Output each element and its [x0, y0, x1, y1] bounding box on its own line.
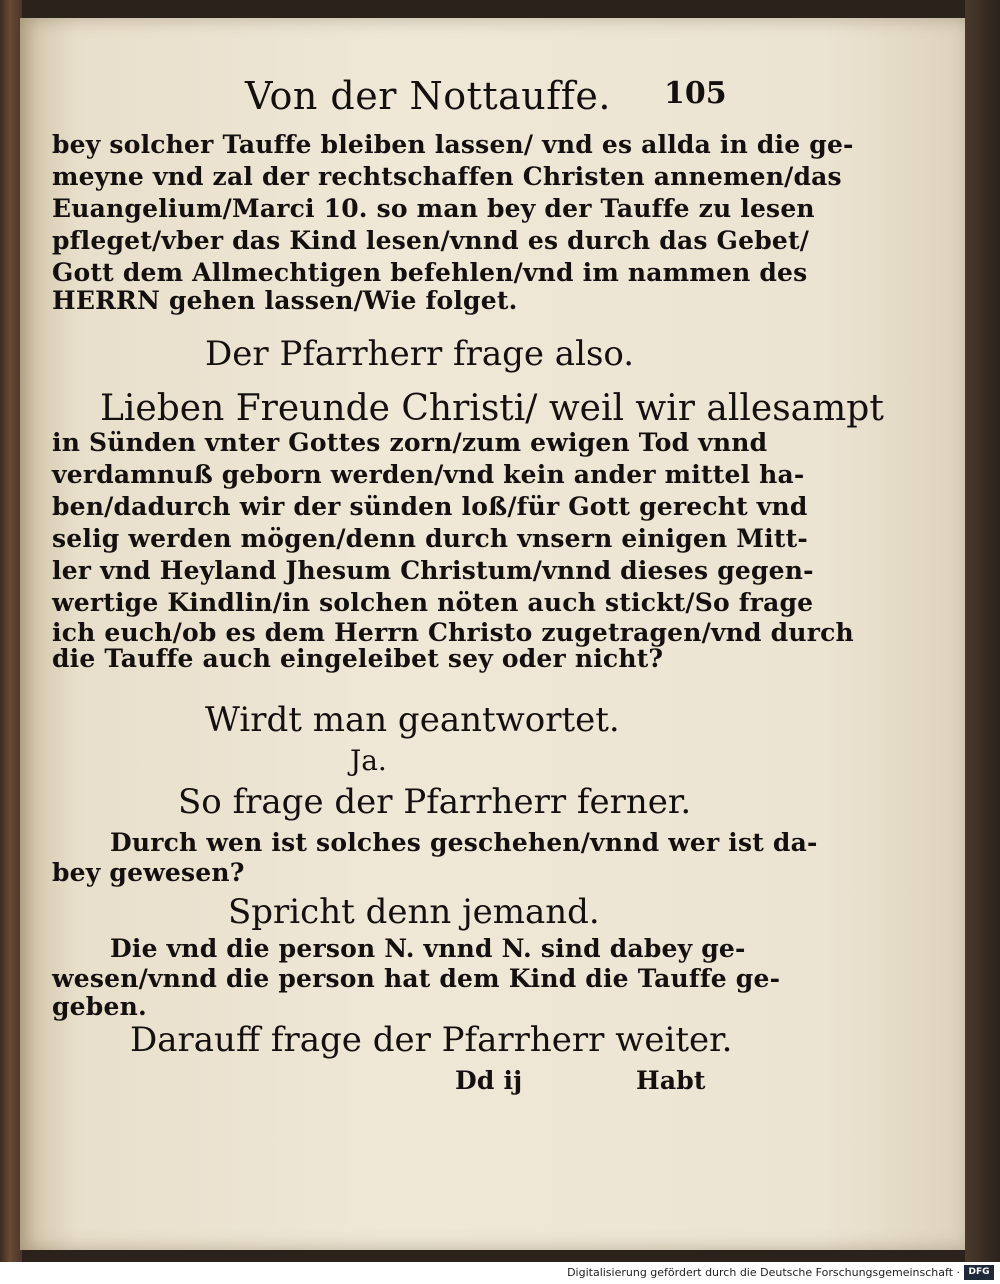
paragraph-1-line: pfleget/vber das Kind lesen/vnnd es durch das Gebet/	[52, 226, 810, 255]
paragraph-1-line: Gott dem Allmechtigen befehlen/vnd im nammen des	[52, 258, 808, 287]
dfg-logo: DFG	[964, 1265, 994, 1280]
paragraph-4-line: geben.	[52, 992, 147, 1021]
paragraph-1-line: meyne vnd zal der rechtschaffen Christen annemen/das	[52, 162, 842, 191]
heading-antwort: Wirdt man geantwortet.	[205, 700, 620, 740]
book-right-edge	[965, 0, 1000, 1262]
paragraph-2-line: in Sünden vnter Gottes zorn/zum ewigen Tod vnnd	[52, 428, 768, 457]
paragraph-1-line: Euangelium/Marci 10. so man bey der Tauffe zu lesen	[52, 194, 815, 223]
paragraph-1-line: bey solcher Tauffe bleiben lassen/ vnd es allda in die ge-	[52, 130, 854, 159]
paragraph-2-line: verdamnuß geborn werden/vnd kein ander mittel ha-	[52, 460, 805, 489]
paragraph-2-line: ben/dadurch wir der sünden loß/für Gott gerecht vnd	[52, 492, 808, 521]
heading-spricht-jemand: Spricht denn jemand.	[228, 892, 600, 932]
paragraph-2-line: die Tauffe auch eingeleibet sey oder nicht?	[52, 644, 664, 673]
page-number: 105	[664, 76, 727, 111]
paragraph-3-line: bey gewesen?	[52, 858, 245, 887]
paragraph-2-line: selig werden mögen/denn durch vnsern einigen Mitt-	[52, 524, 808, 553]
answer-ja: Ja.	[350, 744, 387, 777]
paragraph-4-line: Die vnd die person N. vnnd N. sind dabey ge-	[110, 934, 746, 963]
book-binding-edge	[0, 0, 22, 1262]
heading-frage-weiter: Darauff frage der Pfarrherr weiter.	[130, 1020, 733, 1060]
signature-mark: Dd ij	[455, 1066, 523, 1095]
running-title: Von der Nottauffe.	[245, 74, 611, 118]
paragraph-2-opening: Lieben Freunde Christi/ weil wir allesampt	[100, 388, 884, 429]
paragraph-3-line: Durch wen ist solches geschehen/vnnd wer ist da-	[110, 828, 818, 857]
paragraph-2-line: ich euch/ob es dem Herrn Christo zugetragen/vnd durch	[52, 618, 854, 647]
paragraph-1-line: HERRN gehen lassen/Wie folget.	[52, 286, 518, 315]
scan-credit-text: Digitalisierung gefördert durch die Deutsche Forschungsgemeinschaft ·	[567, 1266, 960, 1279]
paragraph-2-line: ler vnd Heyland Jhesum Christum/vnnd dieses gegen-	[52, 556, 814, 585]
paragraph-4-line: wesen/vnnd die person hat dem Kind die Tauffe ge-	[52, 964, 781, 993]
catchword: Habt	[636, 1066, 706, 1095]
heading-frage-ferner: So frage der Pfarrherr ferner.	[178, 782, 692, 822]
paragraph-2-line: wertige Kindlin/in solchen nöten auch stickt/So frage	[52, 588, 814, 617]
heading-pfarrherr-frage: Der Pfarrherr frage also.	[205, 334, 635, 374]
